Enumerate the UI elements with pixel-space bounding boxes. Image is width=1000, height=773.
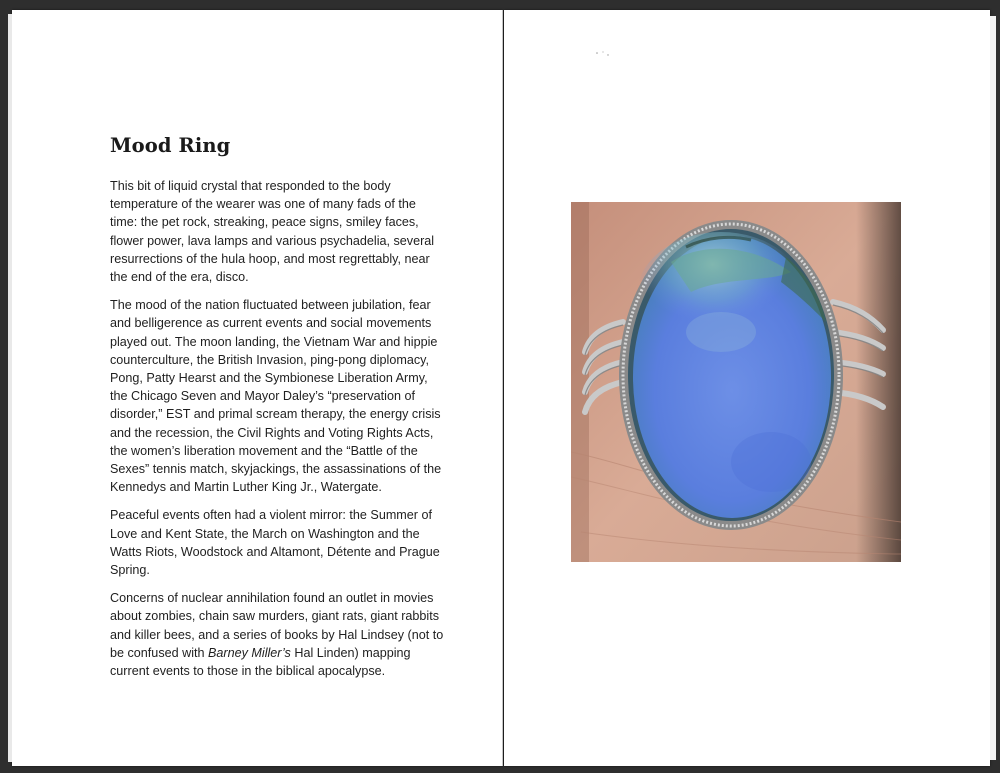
- left-page: [12, 10, 503, 766]
- paragraph-1: This bit of liquid crystal that responded to the body temperature of the wearer was one of many fads of the time: the pet rock, streaking, peace signs, smiley faces, flower power, lava lamps and various psychadelia, several resurrections of the hula hoop, and most regrettably, near the end of the era, disco.: [110, 179, 435, 285]
- scan-dust: [594, 50, 614, 58]
- paragraph-4-start: Concerns of nuclear annihilation found an outlet in movies about zombies, chain saw murders, giant rats, giant rabbits and killer bees, and a series of books by Hal Lindsey (not to be confused with: [110, 591, 444, 660]
- paragraph-4-italic: Barney Miller’s: [208, 645, 291, 660]
- paragraph-4-end: Hal Linden) mapping current events to those in the biblical apocalypse.: [110, 645, 411, 679]
- article: [110, 134, 445, 690]
- paragraph-3: Peaceful events often had a violent mirror: the Summer of Love and Kent State, the March on Washington and the Watts Riots, Woodstock and Altamont, Détente and Prague Spring.: [110, 508, 440, 578]
- mood-ring-photo: [571, 202, 901, 562]
- right-page: [504, 10, 990, 766]
- page-title: Mood Ring: [110, 134, 231, 157]
- paragraph-2: The mood of the nation fluctuated between jubilation, fear and belligerence as current events and social movements played out. The moon landing, the Vietnam War and hippie counterculture, the British Invasion, ping-pong diplomacy, Pong, Patty Hearst and the Symbionese Liberation Army, the Chicago Seven and Mayor Daley’s “preservation of disorder,” EST and primal scream therapy, the energy crisis and the recession, the Civil Rights and Voting Rights Acts, the women’s liberation movement and the “Battle of the Sexes” tennis match, skyjackings, the assassinations of the Kennedys and Martin Luther King Jr., Watergate.: [110, 298, 442, 495]
- paragraph-4: [110, 589, 445, 680]
